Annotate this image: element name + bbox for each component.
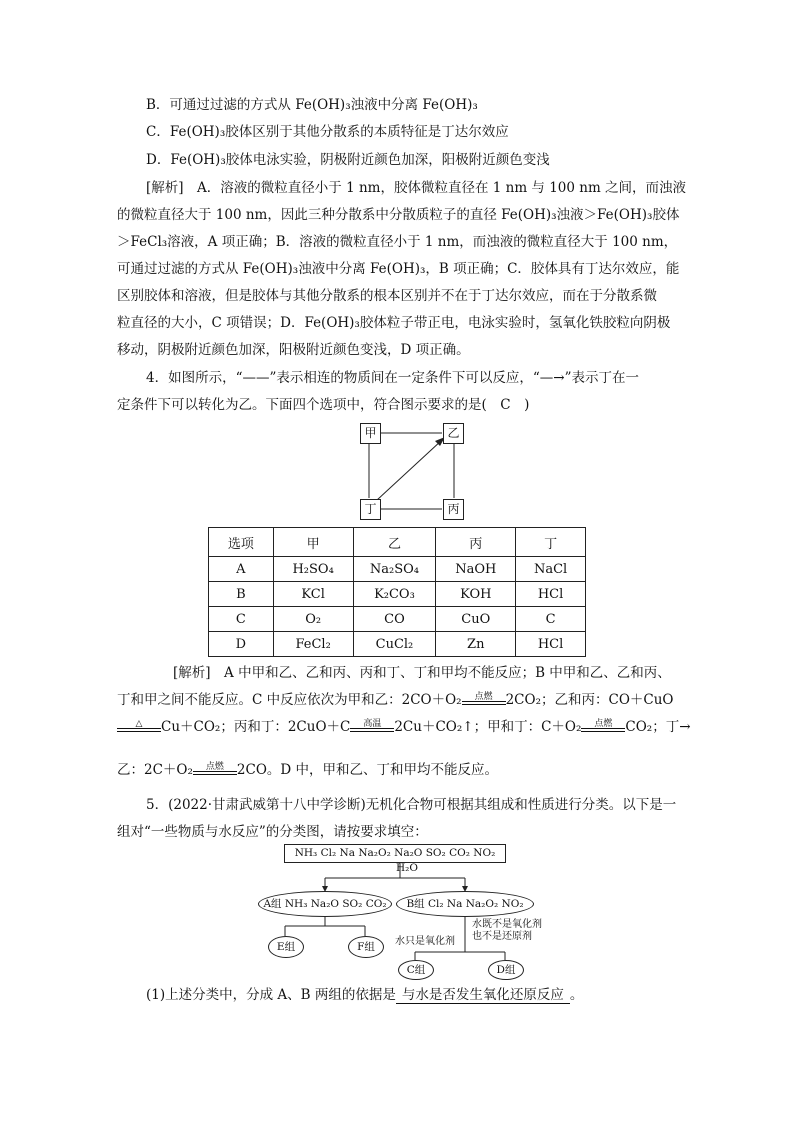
note-water-neither-2: 也不是还原剂 [472,931,532,942]
table-header-cell: 丙 [436,528,516,557]
analysis-line: 区别胶体和溶液，但是胶体与其他分散系的根本区别并不在于丁达尔效应，而在于分散系微 [117,288,657,304]
table-cell: K₂CO₃ [353,582,436,607]
table-cell: O₂ [273,607,353,632]
table-cell: HCl [516,582,586,607]
q4-analysis-line2: 丁和甲之间不能反应。C 中反应依次为甲和乙：2CO＋O₂ 点燃 2CO₂；乙和丙：CO＋CuO [117,691,674,708]
table-header-cell: 甲 [273,528,353,557]
condition-ignite: 点燃 [193,764,237,778]
table-cell: NaOH [436,557,516,582]
q5-sub1: (1)上述分类中，分成 A、B 两组的依据是 与水是否发生氧化还原反应 。 [146,987,584,1003]
option-c: C．Fe(OH)₃胶体区别于其他分散系的本质特征是丁达尔效应 [146,124,509,140]
table-cell: H₂SO₄ [273,557,353,582]
table-cell: KCl [273,582,353,607]
table-cell: CuCl₂ [353,632,436,657]
analysis-line: 移动，阴极附近颜色加深，阳极附近颜色变浅，D 项正确。 [117,342,470,358]
table-cell: B [209,582,274,607]
group-b-ellipse: B组 Cl₂ Na Na₂O₂ NO₂ [396,891,534,917]
water-label: H₂O [396,862,418,874]
table-cell: C [209,607,274,632]
q5-stem-line2: 组对“一些物质与水反应”的分类图，请按要求填空： [117,824,428,840]
table-cell: CuO [436,607,516,632]
table-cell: A [209,557,274,582]
analysis-line: 可通过过滤的方式从 Fe(OH)₃浊液中分离 Fe(OH)₃，B 项正确；C．胶体具有丁达尔效应，能 [117,261,680,277]
node-jia: 甲 [360,423,381,444]
group-c-ellipse: C组 [398,960,434,980]
analysis-line: ＞FeCl₃溶液，A 项正确；B．溶液的微粒直径小于 1 nm，而浊液的微粒直径大于 100 nm， [117,234,678,250]
table-cell: KOH [436,582,516,607]
table-row [209,557,586,582]
table-row [209,607,586,632]
analysis-line: 粒直径的大小，C 项错误；D．Fe(OH)₃胶体粒子带正电，电泳实验时，氢氧化铁胶粒向阴极 [117,315,671,331]
table-cell: Na₂SO₄ [353,557,436,582]
table-header-cell: 丁 [516,528,586,557]
group-f-ellipse: F组 [348,936,384,958]
table-header-cell: 乙 [353,528,436,557]
condition-high-temp: 高温 [350,721,394,735]
analysis-line: 的微粒直径大于 100 nm，因此三种分散系中分散质粒子的直径 Fe(OH)₃浊液＞Fe(OH)₃胶体 [117,207,680,223]
note-water-neither-1: 水既不是氧化剂 [472,919,542,930]
condition-heat: △ [117,721,161,735]
condition-ignite: 点燃 [462,694,506,708]
table-header-cell: 选项 [209,528,274,557]
group-e-ellipse: E组 [268,936,304,958]
options-table [208,527,586,657]
group-d-ellipse: D组 [488,960,524,980]
q4-analysis-line3: △ Cu＋CO₂；丙和丁：2CuO＋C 高温 2Cu＋CO₂↑；甲和丁：C＋O₂ 点燃 CO₂；丁→ [117,717,691,737]
table-cell: HCl [516,632,586,657]
q4-stem-line2: 定条件下可以转化为乙。下面四个选项中，符合图示要求的是( C ) [117,397,530,413]
arrow-ding-yi [377,440,442,500]
node-bing: 丙 [443,499,464,520]
q5-stem-line1: 5．(2022·甘肃武威第十八中学诊断)无机化合物可根据其组成和性质进行分类。以下是一 [146,797,677,813]
condition-ignite: 点燃 [581,721,625,735]
table-cell: NaCl [516,557,586,582]
group-a-ellipse: A组 NH₃ Na₂O SO₂ CO₂ [258,891,392,917]
node-ding: 丁 [360,499,381,520]
table-row [209,632,586,657]
table-cell: D [209,632,274,657]
option-d: D．Fe(OH)₃胶体电泳实验，阴极附近颜色加深，阳极附近颜色变浅 [146,152,550,168]
q4-analysis-line4: 乙：2C＋O₂ 点燃 2CO。D 中，甲和乙、丁和甲均不能反应。 [117,761,499,778]
table-cell: FeCl₂ [273,632,353,657]
table-cell: C [516,607,586,632]
answer-blank[interactable]: 与水是否发生氧化还原反应 [396,987,570,1004]
table-cell: CO [353,607,436,632]
analysis-line: [解析] A．溶液的微粒直径小于 1 nm，胶体微粒直径在 1 nm 与 100 nm 之间，而浊液 [146,180,687,196]
q4-analysis-line1: [解析] A 中甲和乙、乙和丙、丙和丁、丁和甲均不能反应；B 中甲和乙、乙和丙、 [173,665,671,681]
node-yi: 乙 [443,423,464,444]
q4-stem-line1: 4．如图所示，“——”表示相连的物质间在一定条件下可以反应，“—→”表示丁在一 [146,370,640,386]
table-row [209,582,586,607]
note-water-oxidizer: 水只是氧化剂 [395,936,455,947]
table-header-row [209,528,586,557]
option-b: B．可通过过滤的方式从 Fe(OH)₃浊液中分离 Fe(OH)₃ [146,97,478,113]
substances-box: NH₃ Cl₂ Na Na₂O₂ Na₂O SO₂ CO₂ NO₂ [284,844,506,863]
table-cell: Zn [436,632,516,657]
